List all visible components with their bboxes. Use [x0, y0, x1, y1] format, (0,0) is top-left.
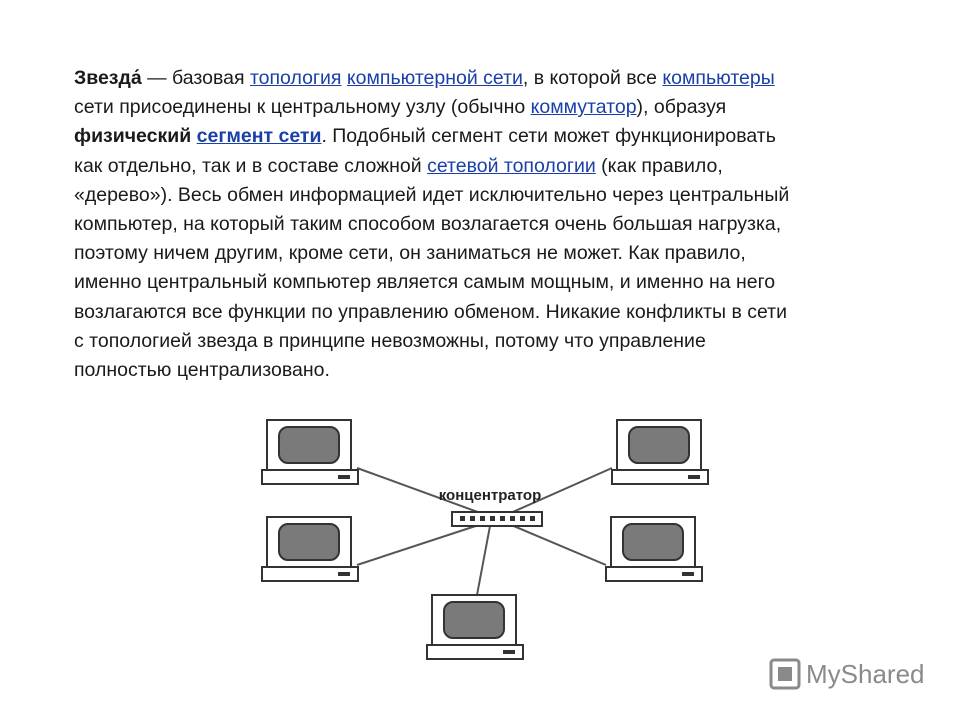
monitor-screen — [629, 427, 689, 463]
text-run: . Подобный сегмент сети может функционировать — [321, 125, 776, 148]
text-run: возлагаются все функции по управлению обменом. Никакие конфликты в сети — [74, 300, 788, 323]
hub-port — [510, 516, 515, 521]
computer-2 — [612, 420, 708, 484]
hub-device — [452, 512, 542, 526]
hub-port — [460, 516, 465, 521]
monitor-screen — [279, 427, 339, 463]
myshared-logo-icon — [768, 657, 802, 691]
text-run: поэтому ничем другим, кроме сети, он заниматься не может. Как правило, — [74, 242, 746, 265]
text-run: именно центральный компьютер является самым мощным, и именно на него — [74, 271, 776, 294]
hub-port — [530, 516, 535, 521]
link-computer-network[interactable]: компьютерной сети — [346, 67, 523, 89]
text-run: с топологией звезда в принципе невозможны, потому что управление — [74, 329, 706, 352]
link-switch[interactable]: коммутатор — [530, 96, 637, 119]
term-title: Звезда́ — [74, 67, 142, 89]
drive-slot — [503, 650, 515, 654]
computer-1 — [262, 420, 358, 484]
hub-port — [470, 516, 475, 521]
computer-5 — [427, 595, 523, 659]
computer-3 — [262, 517, 358, 581]
monitor-screen — [279, 524, 339, 560]
hub-port — [500, 516, 505, 521]
drive-slot — [688, 475, 700, 479]
text-run: как отдельно, так и в составе сложной — [74, 154, 428, 177]
hub-port — [480, 516, 485, 521]
text-run: , в которой все — [522, 67, 663, 89]
hub-port — [490, 516, 495, 521]
link-network-segment[interactable]: сегмент сети — [196, 125, 322, 148]
link-network-topology[interactable]: сетевой топологии — [427, 154, 596, 177]
drive-slot — [338, 475, 350, 479]
text-run: полностью централизовано. — [74, 358, 330, 381]
link-computers[interactable]: компьютеры — [662, 67, 775, 89]
text-run: сети присоединены к центральному узлу (обычно — [74, 96, 531, 119]
text-run: «дерево»). Весь обмен информацией идет исключительно через центральный — [74, 183, 790, 206]
link-topology[interactable]: топология — [249, 67, 342, 89]
watermark — [768, 654, 928, 694]
text-run: компьютер, на который таким способом возлагается очень большая нагрузка, — [74, 212, 782, 235]
text-run: — базовая — [141, 67, 250, 89]
watermark-text: MyShared — [806, 658, 925, 689]
drive-slot — [338, 572, 350, 576]
hub-label: концентратор — [438, 487, 542, 504]
network-cable — [477, 526, 490, 595]
computer-4 — [606, 517, 702, 581]
monitor-screen — [444, 602, 504, 638]
drive-slot — [682, 572, 694, 576]
text-run: физический — [74, 125, 197, 148]
hub-port — [520, 516, 525, 521]
monitor-screen — [623, 524, 683, 560]
computers-group — [262, 420, 708, 659]
text-run: (как правило, — [595, 154, 723, 177]
text-run: ), образуя — [636, 96, 727, 119]
